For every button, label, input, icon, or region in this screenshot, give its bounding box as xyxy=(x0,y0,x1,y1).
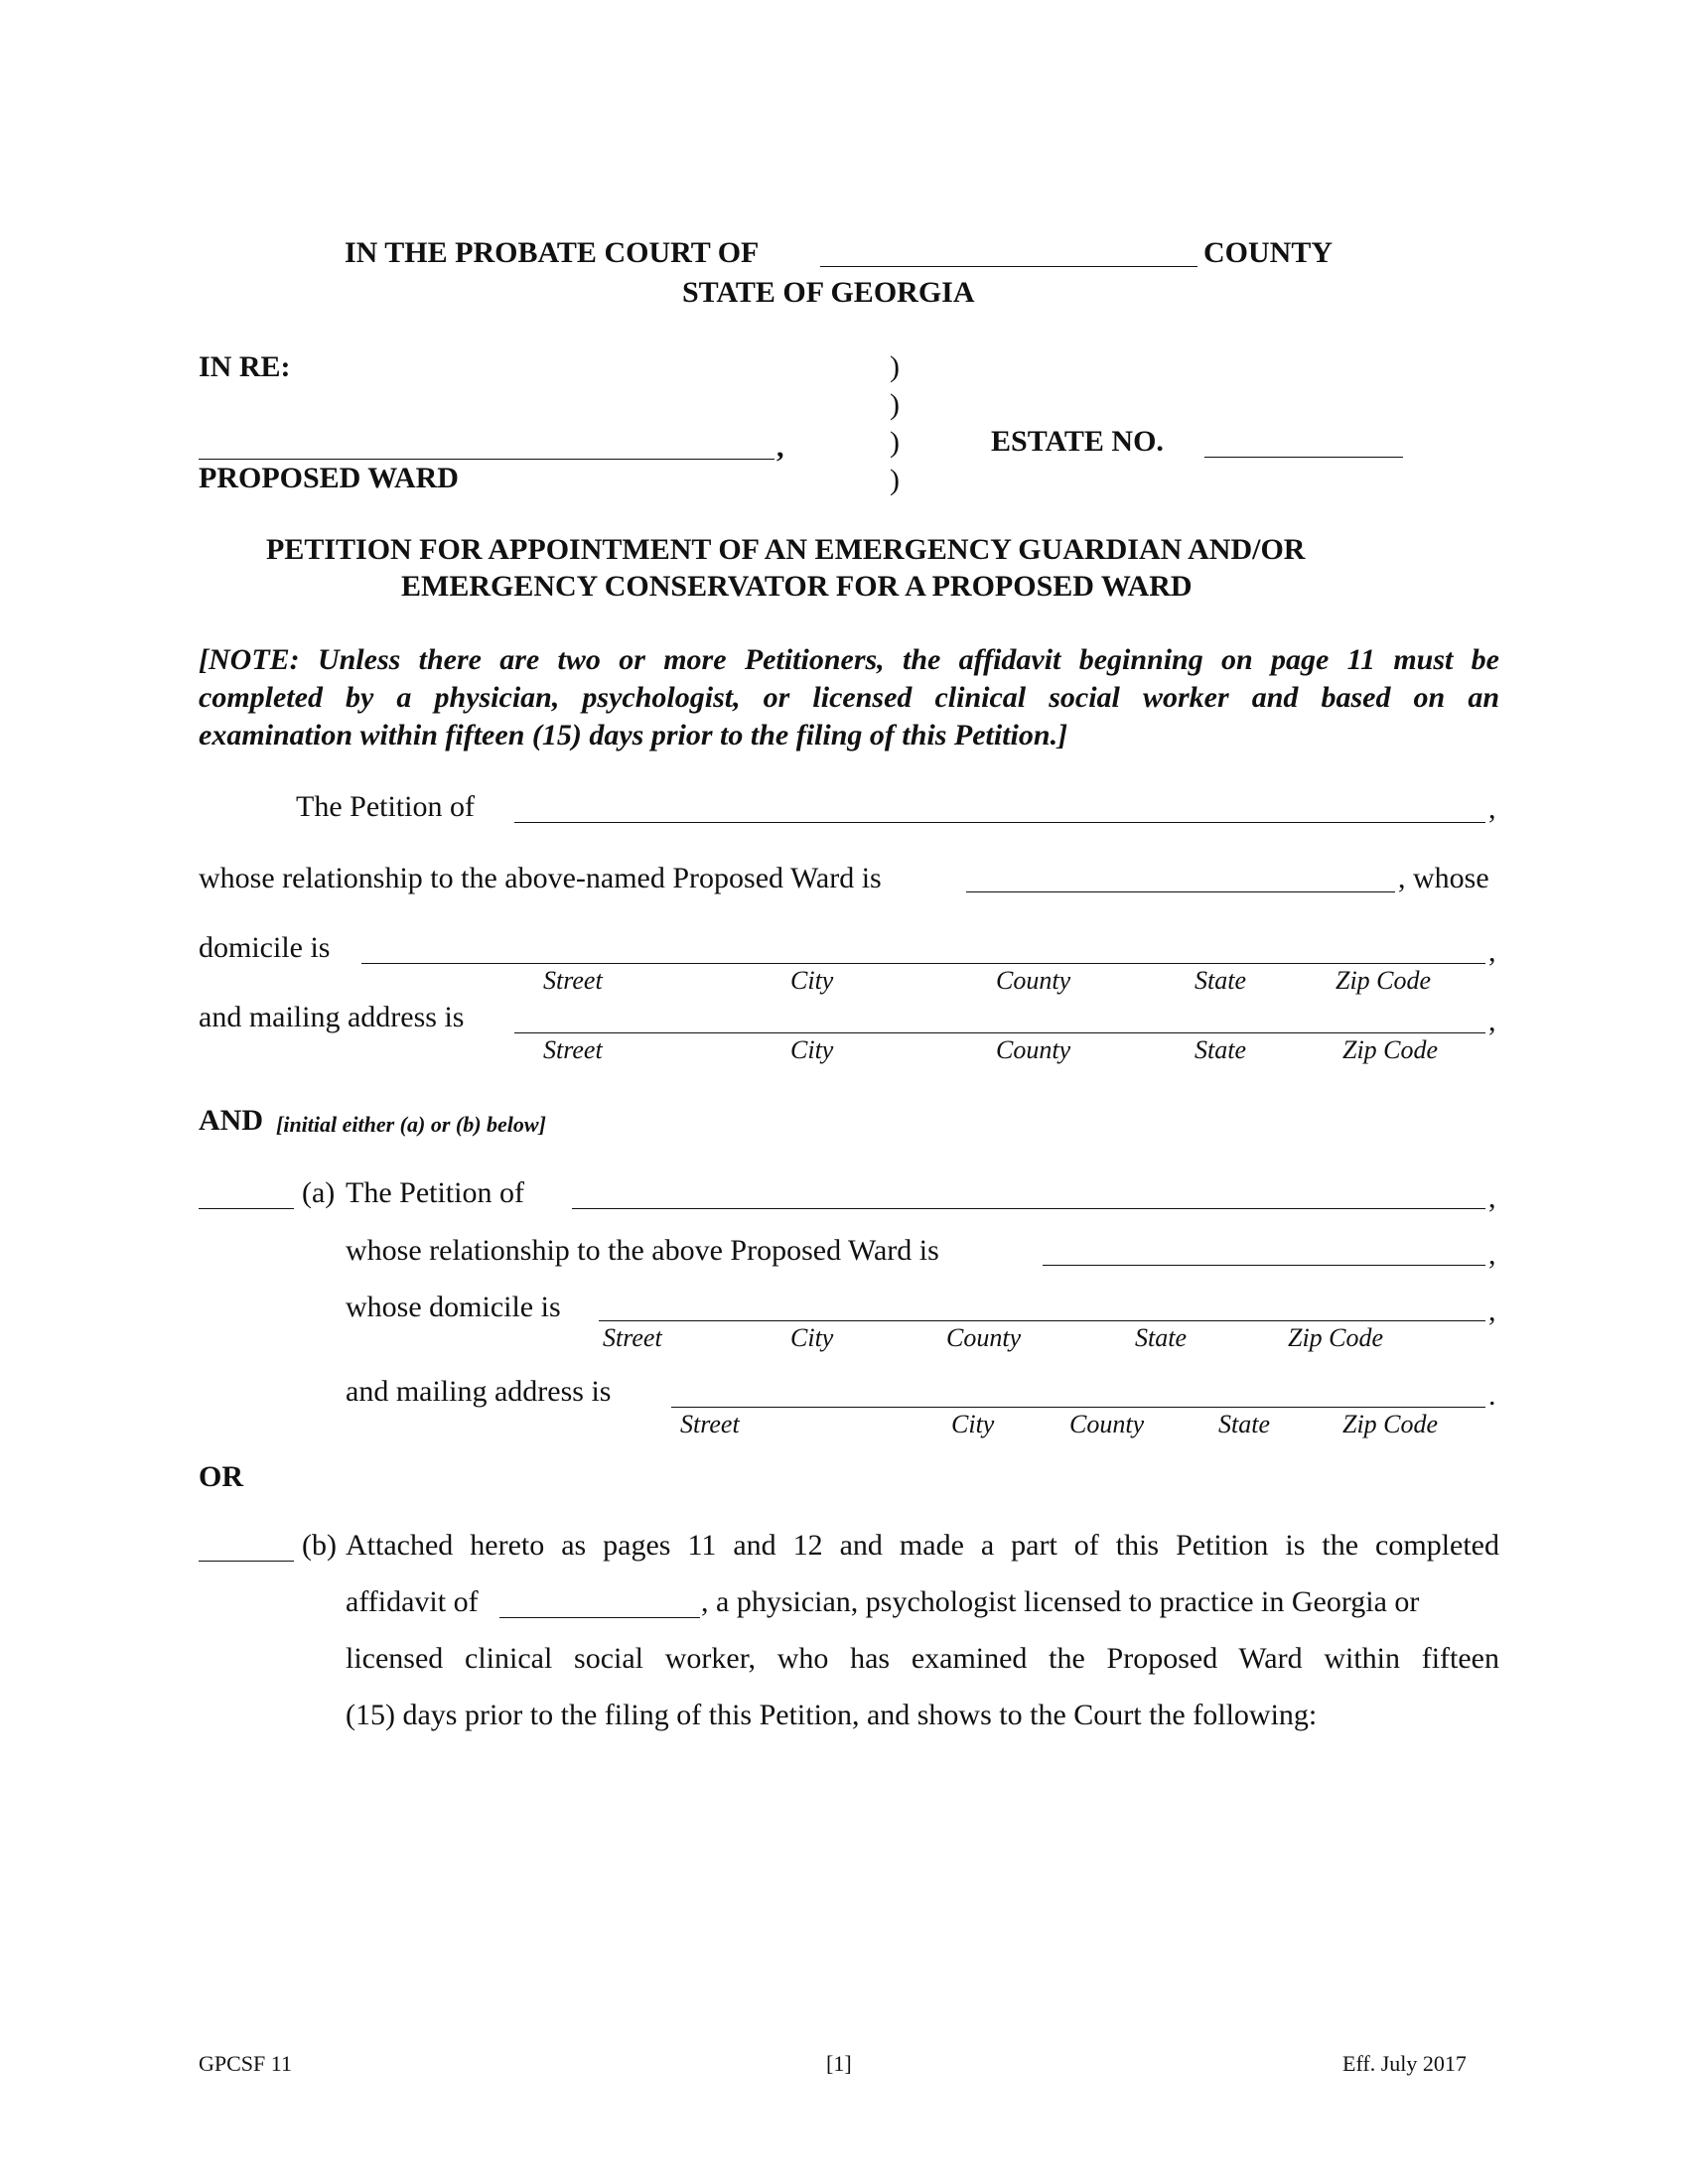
mailing-address-field[interactable] xyxy=(514,1032,1485,1033)
option-b-line-1: Attached hereto as pages 11 and 12 and made a part of this Petition is the completed xyxy=(346,1529,1499,1562)
state-caption: State xyxy=(1135,1323,1187,1352)
petition-of-label: The Petition of xyxy=(296,790,475,823)
county-caption: County xyxy=(996,1035,1071,1064)
street-caption: Street xyxy=(680,1410,740,1438)
option-a-initial-field[interactable] xyxy=(199,1208,294,1209)
option-b-line-3: licensed clinical social worker, who has examined the Proposed Ward within fifteen xyxy=(346,1642,1499,1675)
effective-date: Eff. July 2017 xyxy=(1342,2051,1467,2076)
state-caption: State xyxy=(1195,1035,1246,1064)
estate-no-label: ESTATE NO. xyxy=(991,425,1164,458)
zip-caption: Zip Code xyxy=(1336,966,1432,995)
street-caption: Street xyxy=(603,1323,662,1352)
city-caption: City xyxy=(951,1410,995,1438)
and-instruction: [initial either (a) or (b) below] xyxy=(276,1112,546,1137)
option-a-domicile-field[interactable] xyxy=(599,1320,1485,1321)
domicile-label: domicile is xyxy=(199,931,331,964)
caption-paren: ) xyxy=(890,350,900,383)
or-label: OR xyxy=(199,1460,243,1493)
option-a-marker: (a) xyxy=(302,1176,336,1209)
option-b-affidavit-label: affidavit of xyxy=(346,1585,479,1618)
zip-caption: Zip Code xyxy=(1288,1323,1384,1352)
county-name-field[interactable] xyxy=(820,266,1197,267)
comma: , xyxy=(1488,792,1496,825)
option-a-domicile-label: whose domicile is xyxy=(346,1291,561,1323)
comma: , xyxy=(1488,1181,1496,1214)
option-a-petition-of-label: The Petition of xyxy=(346,1176,524,1209)
option-a-mailing-label: and mailing address is xyxy=(346,1375,612,1408)
comma: , xyxy=(1488,935,1496,968)
city-caption: City xyxy=(790,1323,834,1352)
street-caption: Street xyxy=(543,1035,603,1064)
note-line-1: [NOTE: Unless there are two or more Petitioners, the affidavit beginning on page 11 must be xyxy=(199,643,1499,676)
option-a-relationship-field[interactable] xyxy=(1043,1265,1485,1266)
option-a-mailing-address-field[interactable] xyxy=(671,1407,1485,1408)
caption-comma: , xyxy=(776,431,784,464)
note-line-2: completed by a physician, psychologist, or licensed clinical social worker and based on an xyxy=(199,681,1499,714)
and-label: AND xyxy=(199,1104,263,1137)
option-b-line-4: (15) days prior to the filing of this Petition, and shows to the Court the following: xyxy=(346,1699,1318,1731)
caption-paren: ) xyxy=(890,464,900,496)
mailing-label: and mailing address is xyxy=(199,1001,465,1033)
zip-caption: Zip Code xyxy=(1342,1410,1439,1438)
city-caption: City xyxy=(790,1035,834,1064)
period: . xyxy=(1488,1379,1496,1412)
affiant-name-field[interactable] xyxy=(499,1617,700,1618)
whose-label: , whose xyxy=(1398,862,1489,894)
option-a-petitioner-name-field[interactable] xyxy=(572,1208,1485,1209)
page-number: [1] xyxy=(826,2051,852,2076)
state-title: STATE OF GEORGIA xyxy=(682,276,975,309)
form-id: GPCSF 11 xyxy=(199,2051,292,2076)
option-b-initial-field[interactable] xyxy=(199,1561,294,1562)
petitioner-name-field[interactable] xyxy=(514,822,1485,823)
caption-paren: ) xyxy=(890,426,900,459)
county-caption: County xyxy=(996,966,1071,995)
option-a-relationship-label: whose relationship to the above Proposed Ward is xyxy=(346,1234,939,1267)
zip-caption: Zip Code xyxy=(1342,1035,1439,1064)
proposed-ward-label: PROPOSED WARD xyxy=(199,462,459,494)
option-b-line-2: , a physician, psychologist licensed to practice in Georgia or xyxy=(701,1585,1420,1618)
proposed-ward-name-field[interactable] xyxy=(199,459,774,460)
county-caption: County xyxy=(1069,1410,1145,1438)
state-caption: State xyxy=(1218,1410,1270,1438)
street-caption: Street xyxy=(543,966,603,995)
option-b-marker: (b) xyxy=(302,1529,337,1562)
state-caption: State xyxy=(1195,966,1246,995)
comma: , xyxy=(1488,1295,1496,1327)
estate-no-field[interactable] xyxy=(1204,457,1403,458)
county-caption: County xyxy=(946,1323,1022,1352)
court-prefix: IN THE PROBATE COURT OF xyxy=(345,236,760,269)
comma: , xyxy=(1488,1238,1496,1271)
title-line-2: EMERGENCY CONSERVATOR FOR A PROPOSED WARD xyxy=(401,570,1193,603)
relationship-field[interactable] xyxy=(966,891,1395,892)
comma: , xyxy=(1488,1005,1496,1037)
in-re-label: IN RE: xyxy=(199,350,291,383)
city-caption: City xyxy=(790,966,834,995)
domicile-field[interactable] xyxy=(361,963,1485,964)
note-line-3: examination within fifteen (15) days prior to the filing of this Petition.] xyxy=(199,719,1068,751)
court-suffix: COUNTY xyxy=(1203,236,1334,269)
relationship-label: whose relationship to the above-named Proposed Ward is xyxy=(199,862,882,894)
title-line-1: PETITION FOR APPOINTMENT OF AN EMERGENCY GUARDIAN AND/OR xyxy=(266,533,1306,566)
caption-paren: ) xyxy=(890,388,900,421)
